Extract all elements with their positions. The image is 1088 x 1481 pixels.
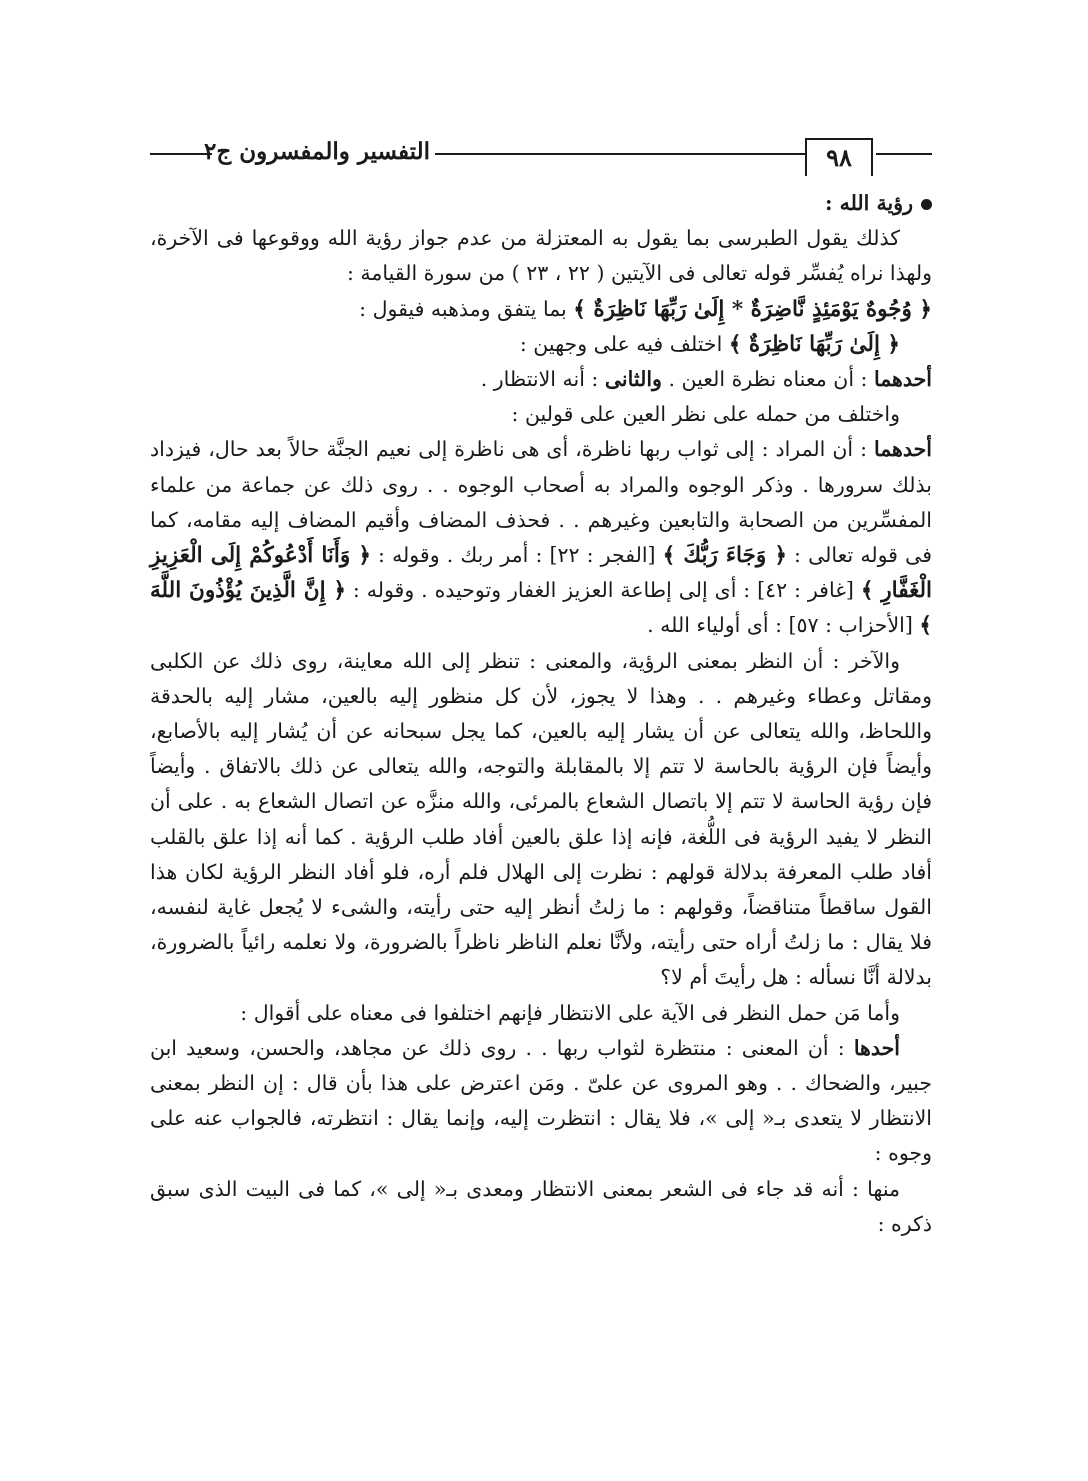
paragraph-text: : أن المعنى : منتظرة لثواب ربها . . روى ذلك عن مجاهد، والحسن، وسعيد ابن جبير، والضحاك . . وهو المروى عن علىّ . ومَن اعترض على هذا بأن قال : إن النظر بمعنى الانتظار لا يتعدى بـ« إلى »، فلا يقال : انتظرت إليه، وإنما يقال : انتظرته، فالجواب عنه على وجوه : — [150, 1035, 932, 1166]
header-rule-middle — [435, 153, 805, 155]
paragraph: منها : أنه قد جاء فى الشعر بمعنى الانتظار ومعدى بـ« إلى »، كما فى البيت الذى سبق ذكره : — [150, 1176, 932, 1236]
paragraph: كذلك يقول الطبرسى بما يقول به المعتزلة من عدم جواز رؤية الله ووقوعها فى الآخرة، ولهذا نراه يُفسِّر قوله تعالى فى الآيتين ( ٢٢ ، ٢٣ ) من سورة القيامة : — [150, 226, 932, 286]
bold-term: أحدها — [853, 1035, 900, 1060]
paragraph-text: : أن معناه نظرة العين . — [661, 367, 874, 392]
bold-term: أحدهما — [873, 437, 932, 462]
paragraph-text: : أنه الانتظار . — [480, 367, 605, 392]
paragraph-text: [غافر : ٤٢] : أى إلى إطاعة العزيز الغفار وتوحيده . وقوله : — [346, 578, 861, 603]
bold-term: والثانى — [604, 367, 662, 392]
paragraph-text: [الأحزاب : ٥٧] : أى أولياء الله . — [647, 613, 920, 638]
page-number: ٩٨ — [805, 138, 873, 176]
paragraph — [150, 432, 932, 643]
paragraph-text: اختلف فيه على وجهين : — [519, 331, 729, 356]
bold-term: أحدهما — [873, 367, 932, 392]
page-body — [150, 186, 932, 1242]
paragraph: والآخر : أن النظر بمعنى الرؤية، والمعنى : تنظر إلى الله معاينة، روى ذلك عن الكلبى ومقاتل وعطاء وغيرهم . . وهذا لا يجوز، لأن كل منظور إليه بالعين، مشار إليه بالحدقة واللحاظ، والله يتعالى عن أن يشار إليه بالعين، كما يجل سبحانه عن أن يُشار إليه بالأصابع، وأيضاً فإن الرؤية بالحاسة لا تتم إلا بالمقابلة والتوجه، والله يتعالى عن ذلك بالاتفاق . وأيضاً فإن رؤية الحاسة لا تتم إلا باتصال الشعاع بالمرئى، والله منزَّه عن اتصال الشعاع به . على أن النظر لا يفيد الرؤية فى اللُّغة، فإنه إذا علق بالعين أفاد طلب الرؤية . كما أنه إذا علق بالقلب أفاد طلب المعرفة بدلالة قولهم : نظرت إلى الهلال فلم أره، فلو أفاد النظر الرؤية لكان هذا القول ساقطاً متناقضاً، وقولهم : ما زلتُ أنظر إليه حتى رأيته، والشىء لا يُجعل غاية لنفسه، فلا يقال : ما زلتُ أراه حتى رأيته، ولأنَّا نعلم الناظر ناظراً بالضرورة، ولا نعلمه رائياً بالضرورة، بدلالة أنَّا نسأله : هل رأيتَ أم لا؟ — [150, 648, 932, 990]
section-heading-text: رؤية الله : — [824, 191, 913, 215]
paragraph-text: : أن المراد : إلى ثواب ربها ناظرة، أى هى ناظرة إلى نعيم الجنَّة حالاً بعد حال، فيزداد بذلك سرورها . وذكر الوجوه والمراد به أصحاب الوجوه . . روى ذلك عن جماعة من علماء المفسِّرين من الصحابة والتابعين وغيرهم . . فحذف المضاف وأقيم المضاف إليه مقامه، كما فى قوله تعالى : — [150, 437, 932, 568]
running-title: التفسير والمفسرون ج٢ — [204, 138, 430, 165]
paragraph: وأما مَن حمل النظر فى الآية على الانتظار فإنهم اختلفوا فى معناه على أقوال : — [240, 1000, 900, 1025]
header-rule-left — [150, 153, 212, 155]
quran-quote: ﴿ وَأَنَا أَدْعُوكُمْ إِلَى الْعَزِيزِ الْغَفَّارِ ﴾ — [150, 543, 933, 604]
paragraph — [150, 1031, 932, 1172]
quran-quote: ﴿ إِلَىٰ رَبِّهَا نَاظِرَةٌ ﴾ — [728, 331, 900, 357]
quran-quote: ﴿ وَجَاءَ رَبُّكَ ﴾ — [662, 543, 787, 569]
running-header — [150, 138, 932, 182]
header-rule-right — [876, 153, 932, 155]
paragraph-text: بما يتفق ومذهبه فيقول : — [359, 296, 574, 321]
paragraph — [150, 292, 932, 327]
quran-quote: ﴿ وُجُوهٌ يَوْمَئِذٍ نَّاضِرَةٌ * إِلَىٰ رَبِّهَا نَاظِرَةٌ ﴾ — [573, 296, 932, 322]
quran-quote: ﴿ إِنَّ الَّذِينَ يُؤْذُونَ اللَّهَ ﴾ — [150, 578, 932, 639]
bullet-icon — [921, 199, 932, 210]
paragraph: واختلف من حمله على نظر العين على قولين : — [511, 402, 900, 427]
paragraph — [150, 327, 932, 362]
paragraph-text: [الفجر : ٢٢] : أمر ربك . وقوله : — [370, 543, 663, 568]
section-heading — [150, 186, 932, 221]
paragraph — [150, 362, 932, 397]
